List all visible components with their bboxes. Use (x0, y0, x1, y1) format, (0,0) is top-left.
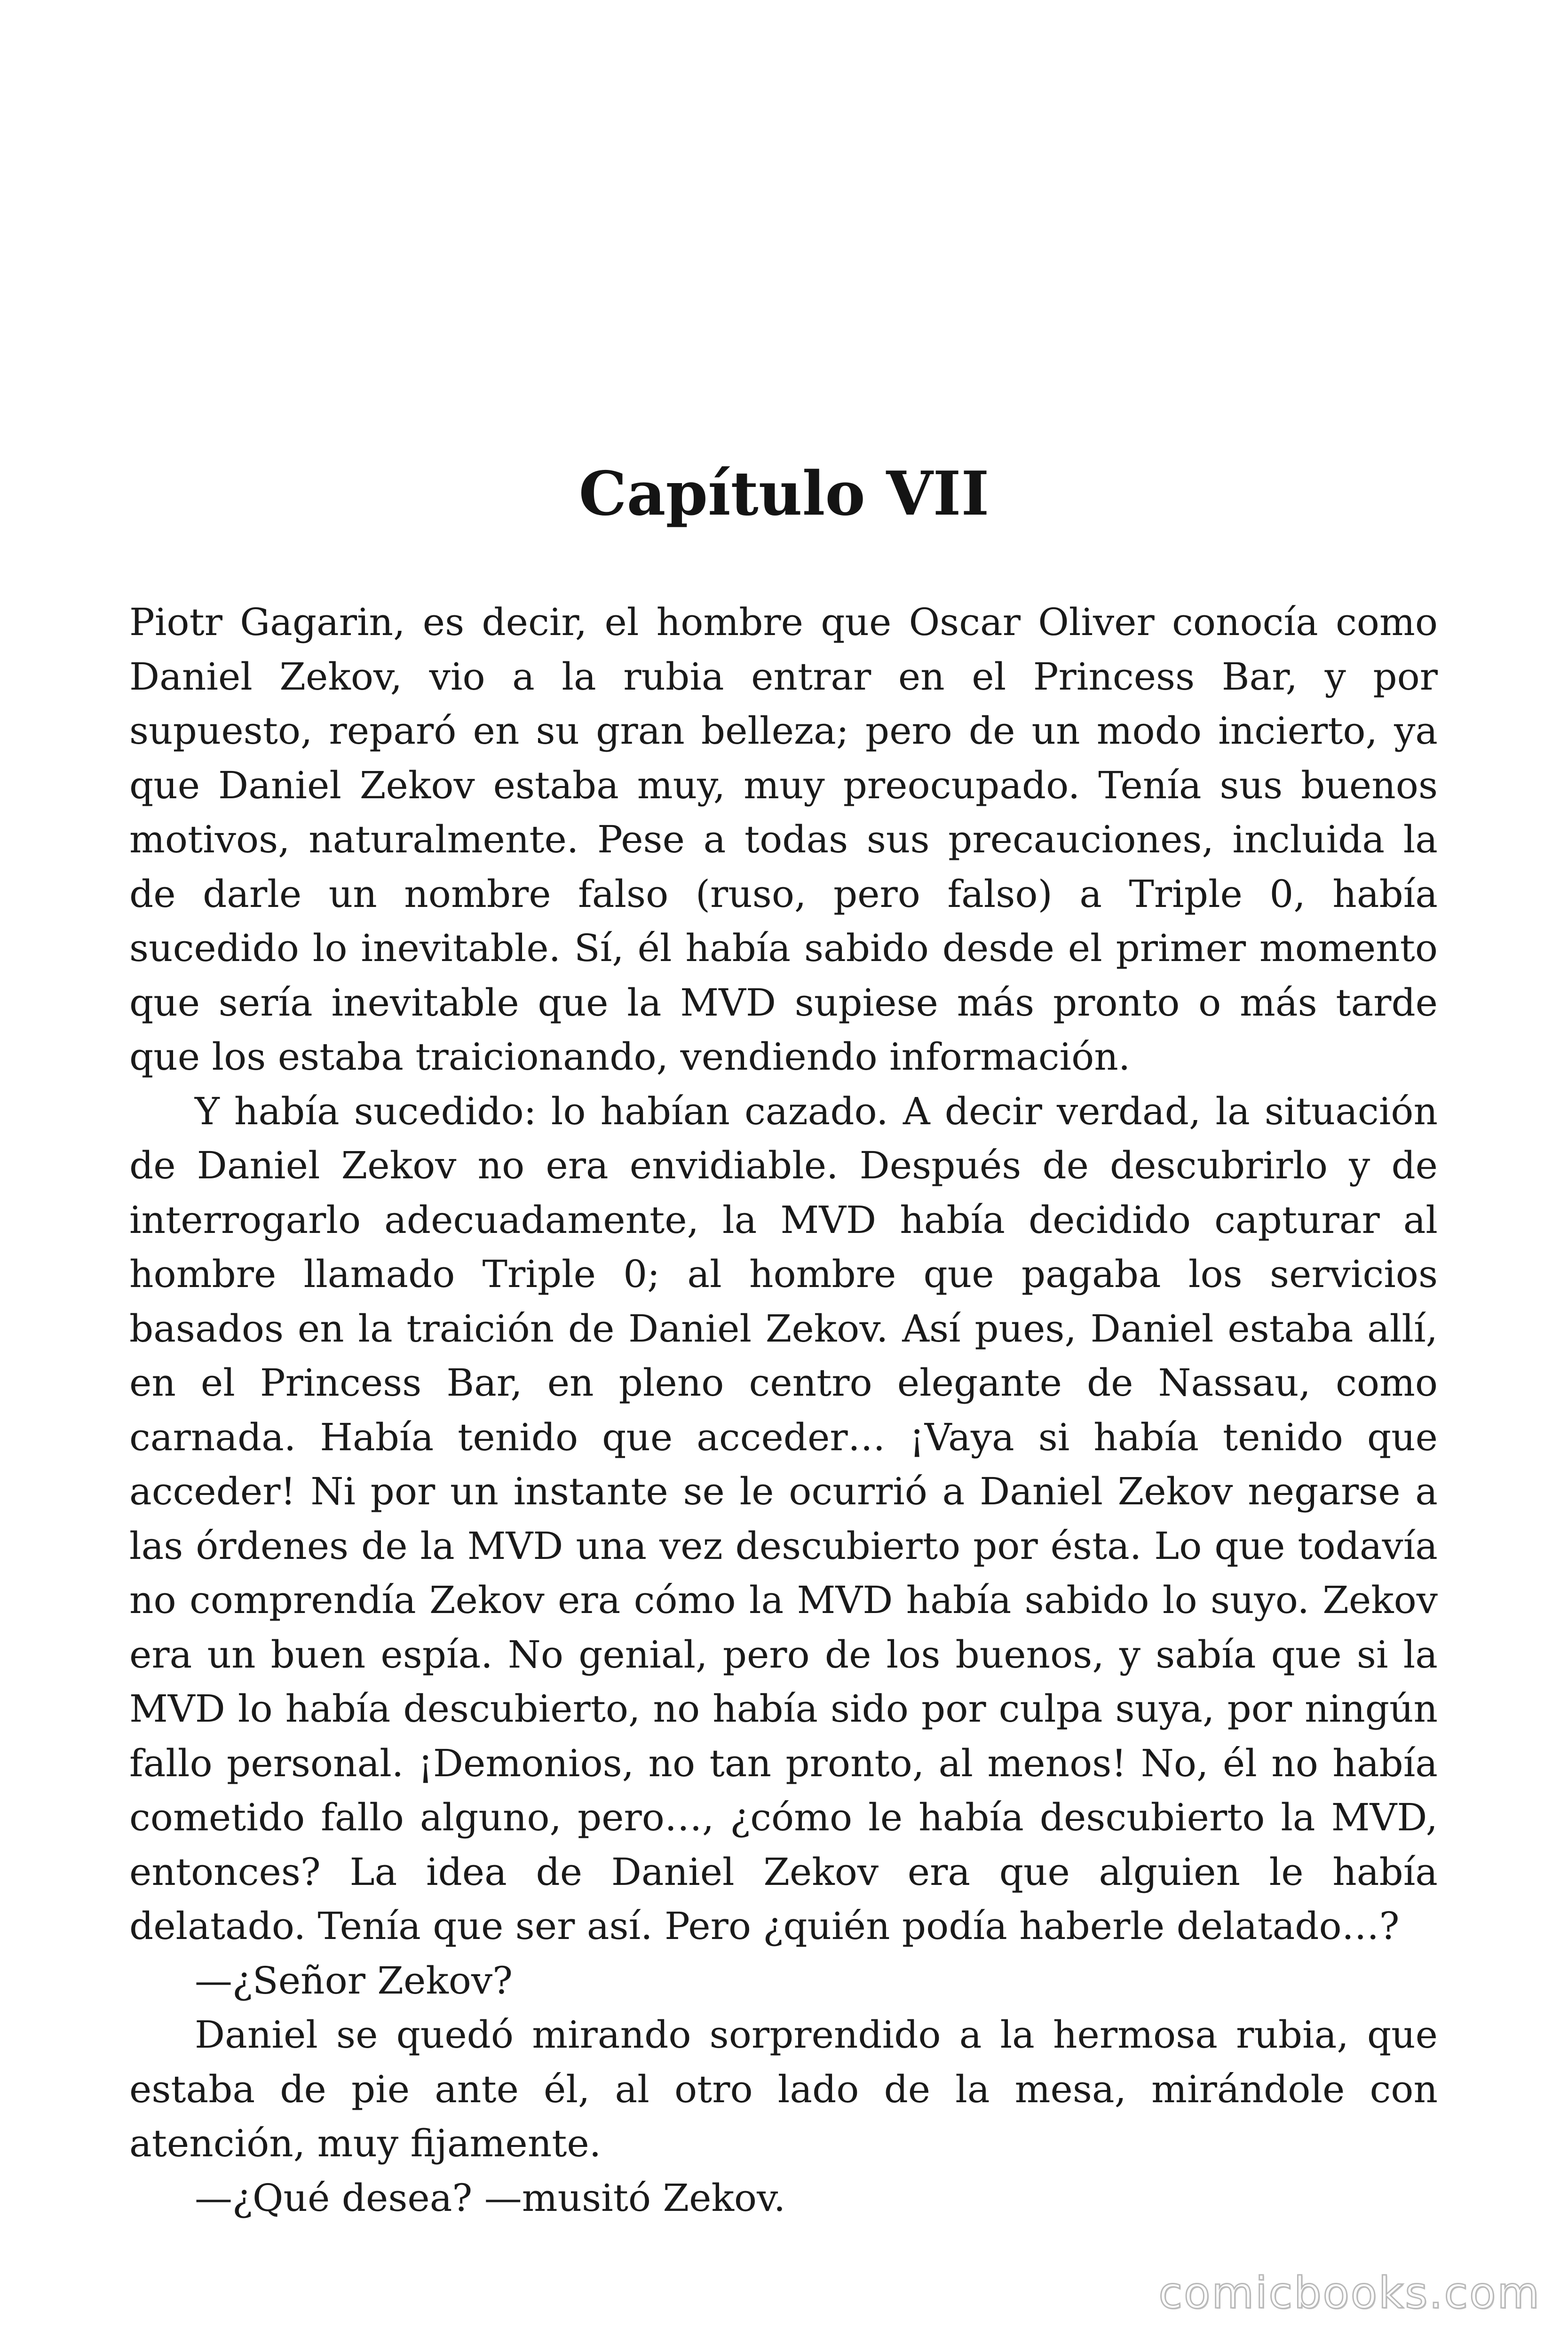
watermark: comicbooks.com (1158, 2268, 1541, 2318)
paragraph-1: Piotr Gagarin, es decir, el hombre que Oscar Oliver conocía como Daniel Zekov, vio a la rubia entrar en el Princess Bar, y por supuesto, reparó en su gran belleza; pero de un modo incierto, ya que Daniel Zekov estaba muy, muy preocupado. Tenía sus buenos motivos, naturalmente. Pese a todas sus precauciones, incluida la de darle un nombre falso (ruso, pero falso) a Triple 0, había sucedido lo inevitable. Sí, él había sabido desde el primer momento que sería inevitable que la MVD supiese más pronto o más tarde que los estaba traicionando, vendiendo información. (129, 600, 1438, 1079)
chapter-title: Capítulo VII (578, 459, 990, 529)
paragraph-3: Daniel se quedó mirando sorprendido a la hermosa rubia, que estaba de pie ante él, al otro lado de la mesa, mirándole con atención, muy fijamente. (129, 2013, 1438, 2165)
dialogue-line-1: —¿Señor Zekov? (195, 1958, 513, 2002)
paragraph-2: Y había sucedido: lo habían cazado. A decir verdad, la situación de Daniel Zekov no era envidiable. Después de descubrirlo y de interrogarlo adecuadamente, la MVD había decidido capturar al hombre llamado Triple 0; al hombre que pagaba los servicios basados en la traición de Daniel Zekov. Así pues, Daniel estaba allí, en el Princess Bar, en pleno centro elegante de Nassau, como carnada. Había tenido que acceder… ¡Vaya si había tenido que acceder! Ni por un instante se le ocurrió a Daniel Zekov negarse a las órdenes de la MVD una vez descubierto por ésta. Lo que todavía no comprendía Zekov era cómo la MVD había sabido lo suyo. Zekov era un buen espía. No genial, pero de los buenos, y sabía que si la MVD lo había descubierto, no había sido por culpa suya, por ningún fallo personal. ¡Demonios, no tan pronto, al menos! No, él no había cometido fallo alguno, pero…, ¿cómo le había descubierto la MVD, entonces? La idea de Daniel Zekov era que alguien le había delatado. Tenía que ser así. Pero ¿quién podía haberle delatado…? (129, 1089, 1438, 1948)
chapter-body (129, 595, 1438, 2225)
dialogue-line-2: —¿Qué desea? —musitó Zekov. (195, 2176, 786, 2220)
